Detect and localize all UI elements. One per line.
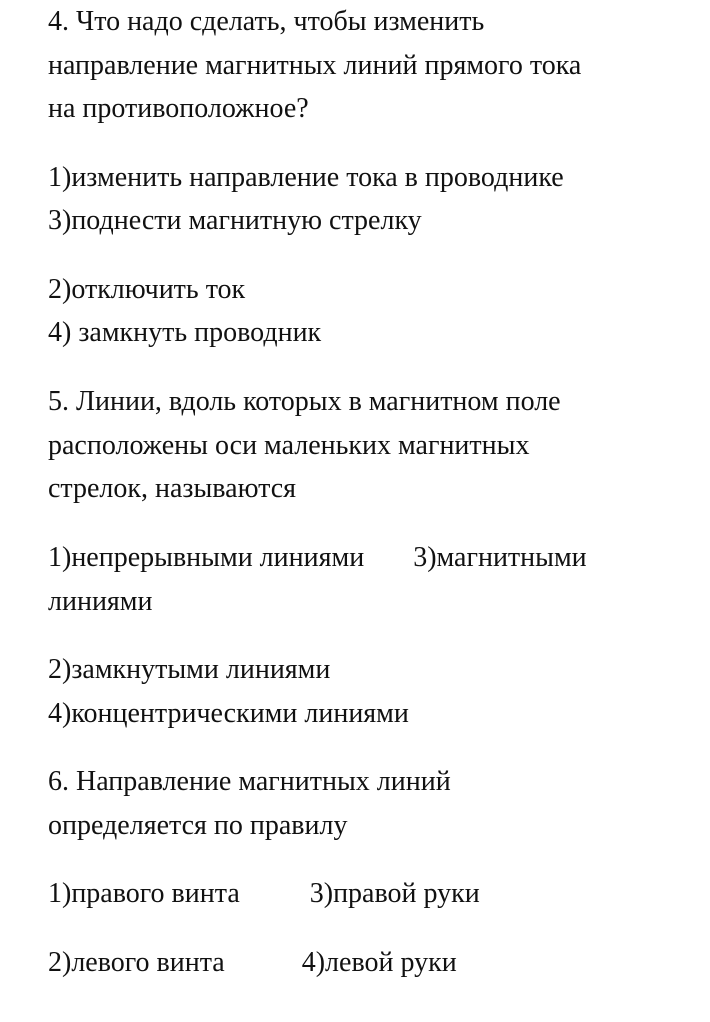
- q5-line-3: стрелок, называются: [48, 473, 297, 504]
- q4-line-1: 4. Что надо сделать, чтобы изменить: [48, 6, 485, 37]
- q4-answer-3: 3)поднести магнитную стрелку: [48, 205, 422, 236]
- q4-answer-4: 4) замкнуть проводник: [48, 317, 322, 348]
- q4-answer-1: 1)изменить направление тока в проводнике: [48, 162, 564, 193]
- q5-line-1: 5. Линии, вдоль которых в магнитном поле: [48, 386, 561, 417]
- q5-answer-2: 2)замкнутыми линиями: [48, 654, 331, 685]
- q4-line-3: на противоположное?: [48, 93, 309, 124]
- q5-answer-3-cont: линиями: [48, 586, 153, 617]
- q4-line-2: направление магнитных линий прямого тока: [48, 50, 582, 81]
- q5-line-2: расположены оси маленьких магнитных: [48, 430, 530, 461]
- q6-answer-1-3: 1)правого винта 3)правой руки: [48, 878, 480, 909]
- q6-line-1: 6. Направление магнитных линий: [48, 766, 451, 797]
- q5-answer-1-3: 1)непрерывными линиями 3)магнитными: [48, 542, 587, 573]
- q5-answer-4: 4)концентрическими линиями: [48, 698, 409, 729]
- q6-answer-2-4: 2)левого винта 4)левой руки: [48, 947, 457, 978]
- q6-line-2: определяется по правилу: [48, 810, 348, 841]
- q4-answer-2: 2)отключить ток: [48, 274, 246, 305]
